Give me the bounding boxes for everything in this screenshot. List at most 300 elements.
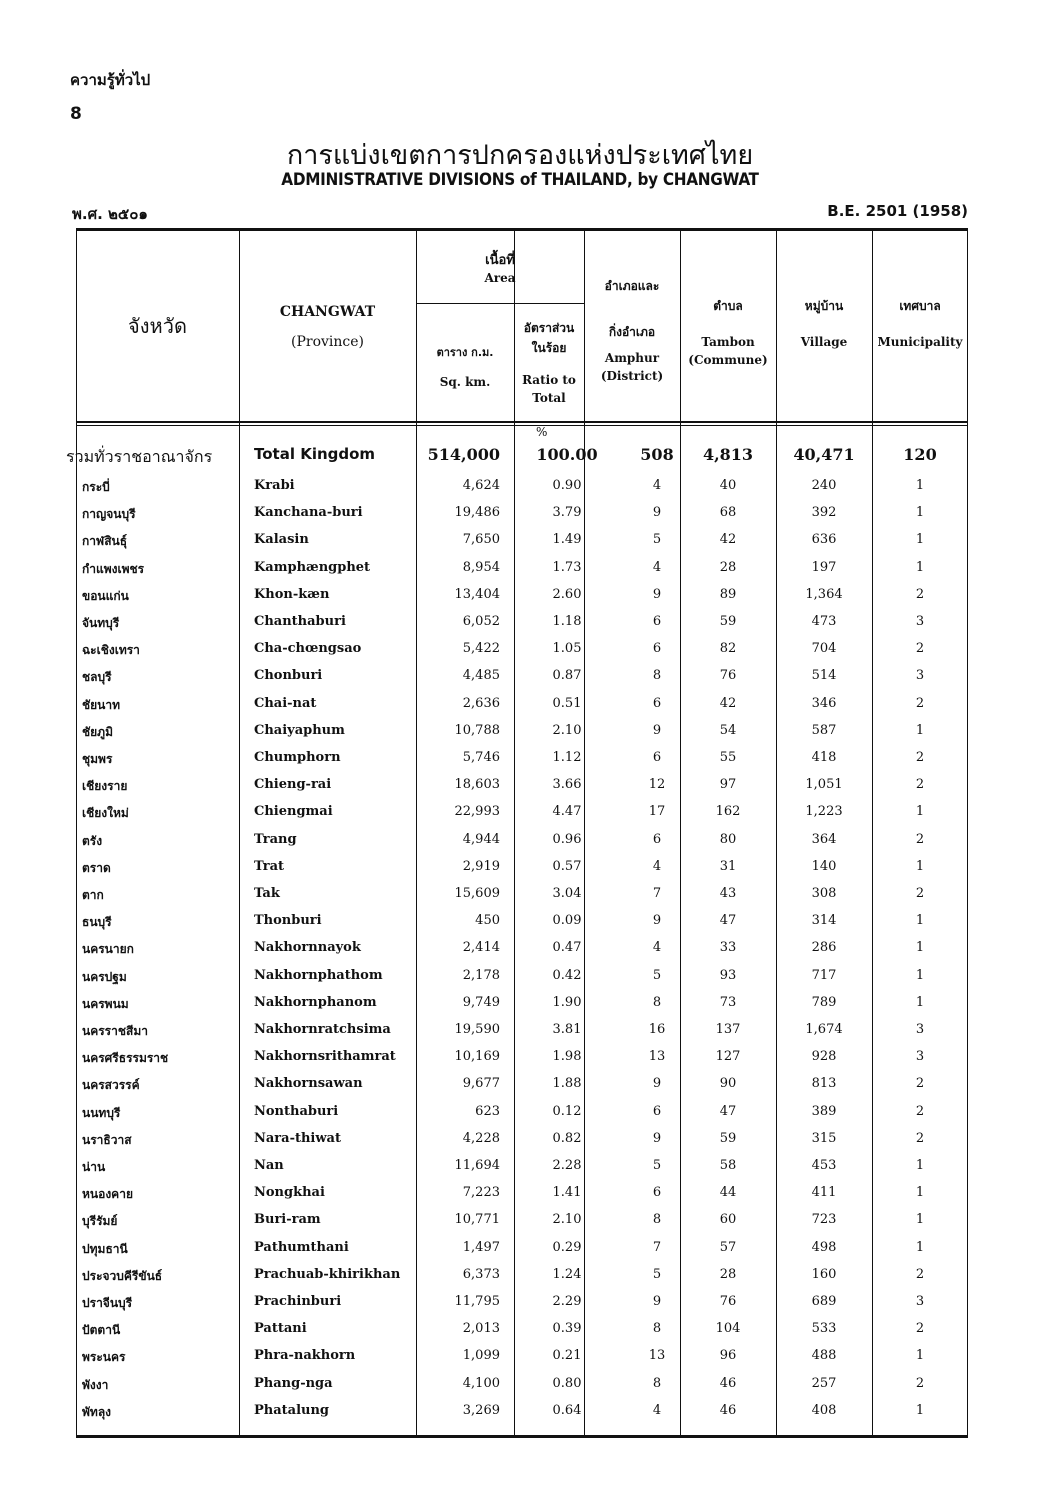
table-row (76, 1399, 968, 1426)
header-changwat: CHANGWAT (279, 304, 376, 320)
cell-ratio: 0.51 (552, 695, 582, 711)
cell-province-thai: ประจวบคีรีขันธ์ (82, 1268, 163, 1283)
cell-area: 2,414 (462, 940, 500, 956)
cell-village: 789 (811, 994, 837, 1010)
table-row (76, 1072, 968, 1099)
cell-tambon: 54 (719, 722, 737, 738)
table-row (76, 1018, 968, 1045)
cell-ratio: 0.64 (552, 1402, 582, 1418)
table-row (76, 1100, 968, 1127)
table-row (76, 1208, 968, 1235)
cell-ratio: 0.80 (552, 1375, 582, 1391)
table-row (76, 719, 968, 746)
cell-amphur: 13 (648, 1049, 666, 1065)
table-row (76, 1317, 968, 1344)
cell-province-english: Trat (254, 858, 285, 874)
table-row (76, 583, 968, 610)
cell-province-thai: ชุมพร (82, 752, 113, 766)
cell-area: 4,100 (462, 1375, 500, 1391)
cell-province-thai: นครสวรรค์ (82, 1078, 140, 1093)
cell-province-english: Prachuab-khirikhan (254, 1266, 401, 1282)
cell-tambon: 137 (715, 1022, 741, 1037)
cell-municipality: 2 (915, 641, 925, 657)
header-village-english: Village (800, 335, 848, 349)
cell-ratio: 1.24 (552, 1266, 582, 1282)
cell-area: 3,269 (462, 1402, 500, 1418)
header-amphur-thai-2: กิ่งอำเภอ (608, 325, 656, 339)
total-village: 40,471 (793, 445, 855, 464)
cell-province-english: Nakhornsawan (254, 1076, 363, 1092)
cell-province-english: Krabi (254, 478, 295, 493)
header-area-thai: เนื้อที่ (485, 253, 515, 268)
cell-area: 9,749 (462, 994, 500, 1010)
table-row (76, 1372, 968, 1399)
cell-province-english: Nakhornratchsima (254, 1022, 391, 1037)
cell-amphur: 4 (652, 478, 662, 493)
cell-area: 10,788 (454, 722, 500, 738)
cell-municipality: 1 (915, 994, 925, 1010)
cell-area: 623 (475, 1103, 500, 1119)
cell-village: 813 (811, 1076, 837, 1092)
cell-province-thai: พังงา (82, 1377, 109, 1392)
cell-tambon: 93 (719, 967, 737, 983)
total-tambon: 4,813 (702, 445, 754, 464)
total-municipality: 120 (903, 445, 937, 464)
cell-amphur: 12 (648, 777, 666, 793)
cell-tambon: 162 (715, 804, 741, 820)
cell-tambon: 89 (719, 586, 737, 602)
cell-area: 11,795 (454, 1294, 500, 1309)
cell-village: 1,223 (805, 804, 843, 820)
cell-province-thai: ตรัง (82, 833, 103, 848)
table-row (76, 1344, 968, 1371)
cell-municipality: 1 (915, 913, 925, 929)
cell-ratio: 2.60 (552, 586, 582, 602)
cell-area: 9,677 (462, 1076, 500, 1092)
cell-tambon: 44 (719, 1185, 737, 1201)
cell-ratio: 0.82 (552, 1130, 582, 1146)
cell-province-thai: นครศรีธรรมราช (82, 1051, 169, 1066)
cell-municipality: 2 (915, 1266, 925, 1282)
cell-tambon: 68 (719, 505, 737, 521)
cell-amphur: 5 (652, 1158, 662, 1173)
header-amphur-thai-1: อำเภอและ (604, 279, 660, 293)
cell-amphur: 6 (652, 1185, 662, 1201)
header-tambon-thai: ตำบล (713, 299, 743, 313)
cell-area: 1,497 (462, 1239, 500, 1255)
cell-tambon: 73 (719, 994, 737, 1010)
cell-area: 2,013 (462, 1321, 500, 1337)
cell-ratio: 1.41 (552, 1185, 582, 1201)
cell-ratio: 2.10 (552, 722, 582, 738)
table-row (76, 637, 968, 664)
cell-area: 4,228 (462, 1130, 500, 1146)
cell-province-english: Nara-thiwat (254, 1130, 341, 1146)
title-thai: การแบ่งเขตการปกครองแห่งประเทศไทย (286, 140, 754, 171)
table-row (76, 773, 968, 800)
cell-village: 364 (811, 831, 837, 847)
cell-province-english: Nakhornphathom (254, 967, 383, 983)
cell-amphur: 9 (652, 913, 662, 929)
cell-province-english: Phra-nakhorn (254, 1348, 356, 1364)
header-province-english: (Province) (291, 334, 364, 350)
cell-ratio: 1.73 (552, 559, 582, 575)
cell-province-thai: ธนบุรี (82, 915, 112, 930)
cell-tambon: 96 (719, 1348, 737, 1364)
cell-amphur: 16 (648, 1022, 666, 1037)
cell-province-english: Chai-nat (254, 695, 317, 711)
cell-ratio: 1.88 (552, 1076, 582, 1092)
cell-amphur: 13 (648, 1348, 666, 1364)
cell-province-thai: บุรีรัมย์ (82, 1214, 118, 1229)
cell-ratio: 1.12 (552, 750, 582, 765)
cell-province-thai: ปัตตานี (82, 1323, 121, 1338)
cell-area: 4,944 (462, 831, 500, 847)
cell-province-english: Kamphængphet (254, 559, 371, 575)
cell-tambon: 80 (719, 831, 737, 847)
cell-tambon: 58 (719, 1158, 737, 1173)
cell-amphur: 4 (652, 940, 662, 956)
cell-village: 717 (811, 967, 837, 983)
table-row (76, 746, 968, 773)
cell-municipality: 1 (915, 505, 925, 521)
cell-ratio: 0.42 (552, 967, 582, 983)
cell-province-thai: นครปฐม (82, 969, 127, 984)
cell-village: 411 (811, 1185, 837, 1201)
cell-tambon: 76 (719, 668, 737, 684)
cell-province-thai: นครราชสีมา (82, 1024, 148, 1038)
cell-village: 689 (811, 1294, 837, 1309)
cell-amphur: 5 (652, 1266, 662, 1282)
table-row (76, 664, 968, 691)
cell-amphur: 9 (652, 586, 662, 602)
header-ratio-thai-1: อัตราส่วน (523, 321, 575, 335)
cell-province-english: Chiengmai (254, 804, 333, 820)
cell-area: 1,099 (462, 1348, 500, 1364)
header-tambon-english-1: Tambon (701, 335, 755, 349)
cell-tambon: 82 (719, 641, 737, 657)
cell-village: 1,674 (805, 1022, 843, 1037)
cell-municipality: 1 (915, 940, 925, 956)
table-row (76, 1263, 968, 1290)
cell-ratio: 4.47 (552, 804, 582, 820)
cell-municipality: 3 (915, 668, 925, 684)
cell-province-thai: ตาก (82, 888, 104, 902)
cell-ratio: 0.12 (552, 1103, 582, 1119)
cell-amphur: 6 (652, 831, 662, 847)
table-row (76, 501, 968, 528)
cell-province-english: Cha-chœngsao (254, 641, 362, 657)
cell-province-english: Pattani (254, 1321, 307, 1337)
cell-amphur: 6 (652, 750, 662, 765)
cell-municipality: 2 (915, 1321, 925, 1337)
cell-area: 7,223 (462, 1185, 500, 1201)
cell-amphur: 4 (652, 1402, 662, 1418)
table-row (76, 991, 968, 1018)
total-ratio: 100.00 (536, 445, 598, 464)
cell-amphur: 8 (652, 994, 662, 1010)
cell-tambon: 104 (715, 1321, 741, 1337)
cell-province-thai: เชียงใหม่ (82, 806, 129, 821)
cell-area: 22,993 (454, 804, 500, 820)
cell-ratio: 0.90 (552, 478, 582, 493)
cell-ratio: 3.66 (552, 777, 582, 793)
cell-area: 6,373 (462, 1266, 500, 1282)
table-row (76, 474, 968, 501)
cell-village: 346 (811, 695, 837, 711)
cell-province-english: Phatalung (254, 1402, 330, 1418)
header-sqkm-english: Sq. km. (439, 375, 491, 389)
cell-village: 308 (811, 886, 837, 901)
cell-province-thai: นราธิวาส (82, 1132, 132, 1147)
cell-province-english: Tak (254, 886, 280, 901)
table-row (76, 610, 968, 637)
cell-area: 15,609 (454, 886, 500, 901)
cell-ratio: 3.81 (552, 1022, 582, 1037)
cell-ratio: 2.28 (552, 1158, 582, 1173)
cell-municipality: 1 (915, 1348, 925, 1364)
cell-amphur: 6 (652, 695, 662, 711)
cell-ratio: 0.87 (552, 668, 582, 684)
total-area: 514,000 (427, 445, 500, 464)
cell-village: 453 (811, 1158, 837, 1173)
table-row (76, 936, 968, 963)
cell-province-english: Nakhornsrithamrat (254, 1049, 396, 1065)
cell-area: 4,624 (462, 478, 500, 493)
header-village-thai: หมู่บ้าน (804, 299, 844, 313)
cell-province-thai: พระนคร (82, 1350, 126, 1365)
cell-province-english: Nongkhai (254, 1185, 325, 1201)
cell-tambon: 60 (719, 1212, 737, 1228)
cell-area: 2,178 (462, 967, 500, 983)
cell-village: 473 (811, 614, 837, 629)
cell-province-thai: พัทลุง (82, 1404, 112, 1419)
cell-province-thai: กาญจนบุรี (82, 507, 136, 522)
cell-municipality: 1 (915, 1185, 925, 1201)
cell-province-thai: ฉะเชิงเทรา (82, 643, 140, 658)
cell-tambon: 40 (719, 478, 737, 493)
header-municipality-thai: เทศบาล (899, 299, 941, 313)
cell-province-thai: ขอนแก่น (82, 588, 129, 603)
cell-amphur: 8 (652, 668, 662, 684)
table-row (76, 692, 968, 719)
cell-ratio: 1.49 (552, 532, 582, 548)
cell-amphur: 6 (652, 614, 662, 629)
cell-area: 450 (475, 913, 500, 929)
cell-ratio: 1.98 (552, 1049, 582, 1065)
table-row (76, 855, 968, 882)
cell-village: 928 (811, 1049, 837, 1065)
cell-ratio: 3.79 (552, 505, 582, 521)
cell-ratio: 1.90 (552, 994, 582, 1010)
table-row (76, 909, 968, 936)
percent-sign: % (536, 425, 548, 439)
header-ratio-thai-2: ในร้อย (531, 341, 567, 355)
cell-village: 286 (811, 940, 837, 956)
cell-amphur: 9 (652, 722, 662, 738)
cell-municipality: 3 (915, 1294, 925, 1309)
cell-municipality: 1 (915, 1212, 925, 1228)
cell-ratio: 0.21 (552, 1348, 582, 1364)
cell-municipality: 2 (915, 750, 925, 765)
cell-province-english: Trang (254, 831, 297, 847)
cell-area: 5,746 (462, 750, 500, 765)
cell-municipality: 1 (915, 1239, 925, 1255)
cell-village: 257 (811, 1375, 837, 1391)
cell-municipality: 3 (915, 1022, 925, 1037)
table-row (76, 1127, 968, 1154)
cell-tambon: 59 (719, 1130, 737, 1146)
table-row-total (66, 443, 968, 470)
cell-province-english: Nakhornnayok (254, 940, 361, 956)
year-thai: พ.ศ. ๒๕๐๑ (72, 205, 148, 223)
cell-tambon: 57 (719, 1239, 737, 1255)
cell-tambon: 31 (719, 858, 737, 874)
cell-municipality: 1 (915, 722, 925, 738)
cell-province-english: Chonburi (254, 668, 323, 684)
cell-municipality: 2 (915, 1103, 925, 1119)
cell-province-thai: ชลบุรี (82, 670, 112, 685)
cell-province-english: Pathumthani (254, 1239, 349, 1255)
cell-province-thai: น่าน (82, 1160, 106, 1174)
cell-tambon: 42 (719, 695, 737, 711)
cell-amphur: 8 (652, 1321, 662, 1337)
year-english: B.E. 2501 (1958) (827, 202, 968, 220)
cell-ratio: 0.57 (552, 858, 582, 874)
cell-village: 636 (811, 532, 837, 548)
table-row (76, 1290, 968, 1317)
cell-province-english: Nonthaburi (254, 1103, 339, 1119)
cell-tambon: 97 (719, 777, 737, 793)
cell-village: 240 (811, 478, 837, 493)
cell-amphur: 6 (652, 1103, 662, 1119)
header-amphur-english-2: (District) (600, 369, 664, 383)
cell-province-thai: ปราจีนบุรี (82, 1296, 133, 1310)
cell-ratio: 0.39 (552, 1321, 582, 1337)
cell-ratio: 0.47 (552, 940, 582, 956)
cell-ratio: 1.18 (552, 614, 582, 629)
cell-area: 19,590 (454, 1022, 500, 1037)
running-head: ความรู้ทั่วไป (70, 71, 151, 89)
cell-municipality: 1 (915, 478, 925, 493)
cell-province-english: Nakhornphanom (254, 994, 377, 1010)
cell-tambon: 42 (719, 532, 737, 548)
cell-village: 533 (811, 1321, 837, 1337)
cell-village: 160 (811, 1266, 837, 1282)
cell-province-thai: นครนายก (82, 942, 134, 957)
cell-municipality: 1 (915, 804, 925, 820)
cell-amphur: 5 (652, 532, 662, 548)
cell-village: 389 (811, 1103, 837, 1119)
cell-province-thai: เชียงราย (82, 779, 128, 794)
table-row (76, 556, 968, 583)
cell-province-thai: กระบี่ (82, 480, 110, 494)
title-english: ADMINISTRATIVE DIVISIONS of THAILAND, by CHANGWAT (281, 170, 759, 190)
cell-ratio: 3.04 (552, 886, 582, 901)
cell-area: 13,404 (454, 586, 500, 602)
cell-province-thai: จันทบุรี (82, 616, 120, 630)
cell-tambon: 46 (719, 1375, 737, 1391)
cell-municipality: 1 (915, 967, 925, 983)
cell-province-english: Chieng-rai (254, 777, 332, 793)
table-row (76, 828, 968, 855)
cell-municipality: 2 (915, 695, 925, 711)
cell-ratio: 2.29 (552, 1294, 582, 1309)
table-row (76, 964, 968, 991)
cell-area: 6,052 (462, 614, 500, 629)
cell-municipality: 2 (915, 1375, 925, 1391)
cell-amphur: 8 (652, 1212, 662, 1228)
cell-municipality: 2 (915, 831, 925, 847)
cell-area: 10,771 (454, 1212, 500, 1228)
cell-province-english: Chumphorn (254, 750, 341, 765)
cell-municipality: 3 (915, 614, 925, 629)
cell-province-english: Chanthaburi (254, 614, 346, 629)
cell-province-english: Chaiyaphum (254, 722, 345, 738)
header-amphur-english-1: Amphur (604, 351, 660, 365)
cell-tambon: 28 (719, 1266, 737, 1282)
cell-municipality: 2 (915, 886, 925, 901)
cell-province-thai: กาฬสินธุ์ (82, 534, 128, 549)
cell-village: 418 (811, 750, 837, 765)
table-row (76, 528, 968, 555)
total-english: Total Kingdom (254, 445, 376, 463)
cell-village: 197 (811, 559, 837, 575)
cell-village: 587 (811, 722, 837, 738)
divisions-table (66, 228, 968, 1438)
total-amphur: 508 (640, 445, 674, 464)
table-row (76, 1181, 968, 1208)
cell-municipality: 1 (915, 559, 925, 575)
cell-village: 1,051 (805, 777, 843, 793)
cell-tambon: 59 (719, 614, 737, 629)
cell-municipality: 2 (915, 1130, 925, 1146)
cell-province-thai: ชัยนาท (82, 697, 121, 712)
table-row (76, 1236, 968, 1263)
cell-amphur: 7 (652, 886, 662, 901)
page-number: 8 (70, 104, 82, 124)
cell-tambon: 55 (719, 750, 737, 765)
cell-municipality: 2 (915, 586, 925, 602)
cell-area: 10,169 (454, 1049, 500, 1065)
header-tambon-english-2: (Commune) (688, 353, 768, 367)
cell-area: 11,694 (454, 1158, 500, 1173)
cell-village: 723 (811, 1212, 837, 1228)
cell-province-english: Nan (254, 1158, 284, 1173)
total-thai: รวมทั่วราชอาณาจักร (66, 447, 213, 466)
cell-amphur: 6 (652, 641, 662, 657)
cell-area: 19,486 (454, 505, 500, 521)
cell-village: 315 (811, 1130, 837, 1146)
cell-municipality: 1 (915, 532, 925, 548)
cell-ratio: 0.09 (552, 913, 582, 929)
cell-province-english: Thonburi (254, 913, 322, 929)
cell-amphur: 4 (652, 858, 662, 874)
cell-village: 704 (811, 641, 837, 657)
cell-village: 488 (811, 1348, 837, 1364)
header-sqkm-thai: ตาราง ก.ม. (436, 346, 494, 359)
cell-ratio: 2.10 (552, 1212, 582, 1228)
cell-village: 1,364 (805, 586, 843, 602)
cell-amphur: 7 (652, 1239, 662, 1255)
cell-tambon: 47 (719, 913, 737, 929)
cell-tambon: 47 (719, 1103, 737, 1119)
cell-area: 5,422 (462, 641, 500, 657)
cell-province-thai: นครพนม (82, 996, 129, 1011)
cell-province-thai: หนองคาย (82, 1187, 133, 1202)
cell-province-thai: ปทุมธานี (82, 1241, 128, 1256)
header-ratio-english-2: Total (532, 391, 566, 405)
